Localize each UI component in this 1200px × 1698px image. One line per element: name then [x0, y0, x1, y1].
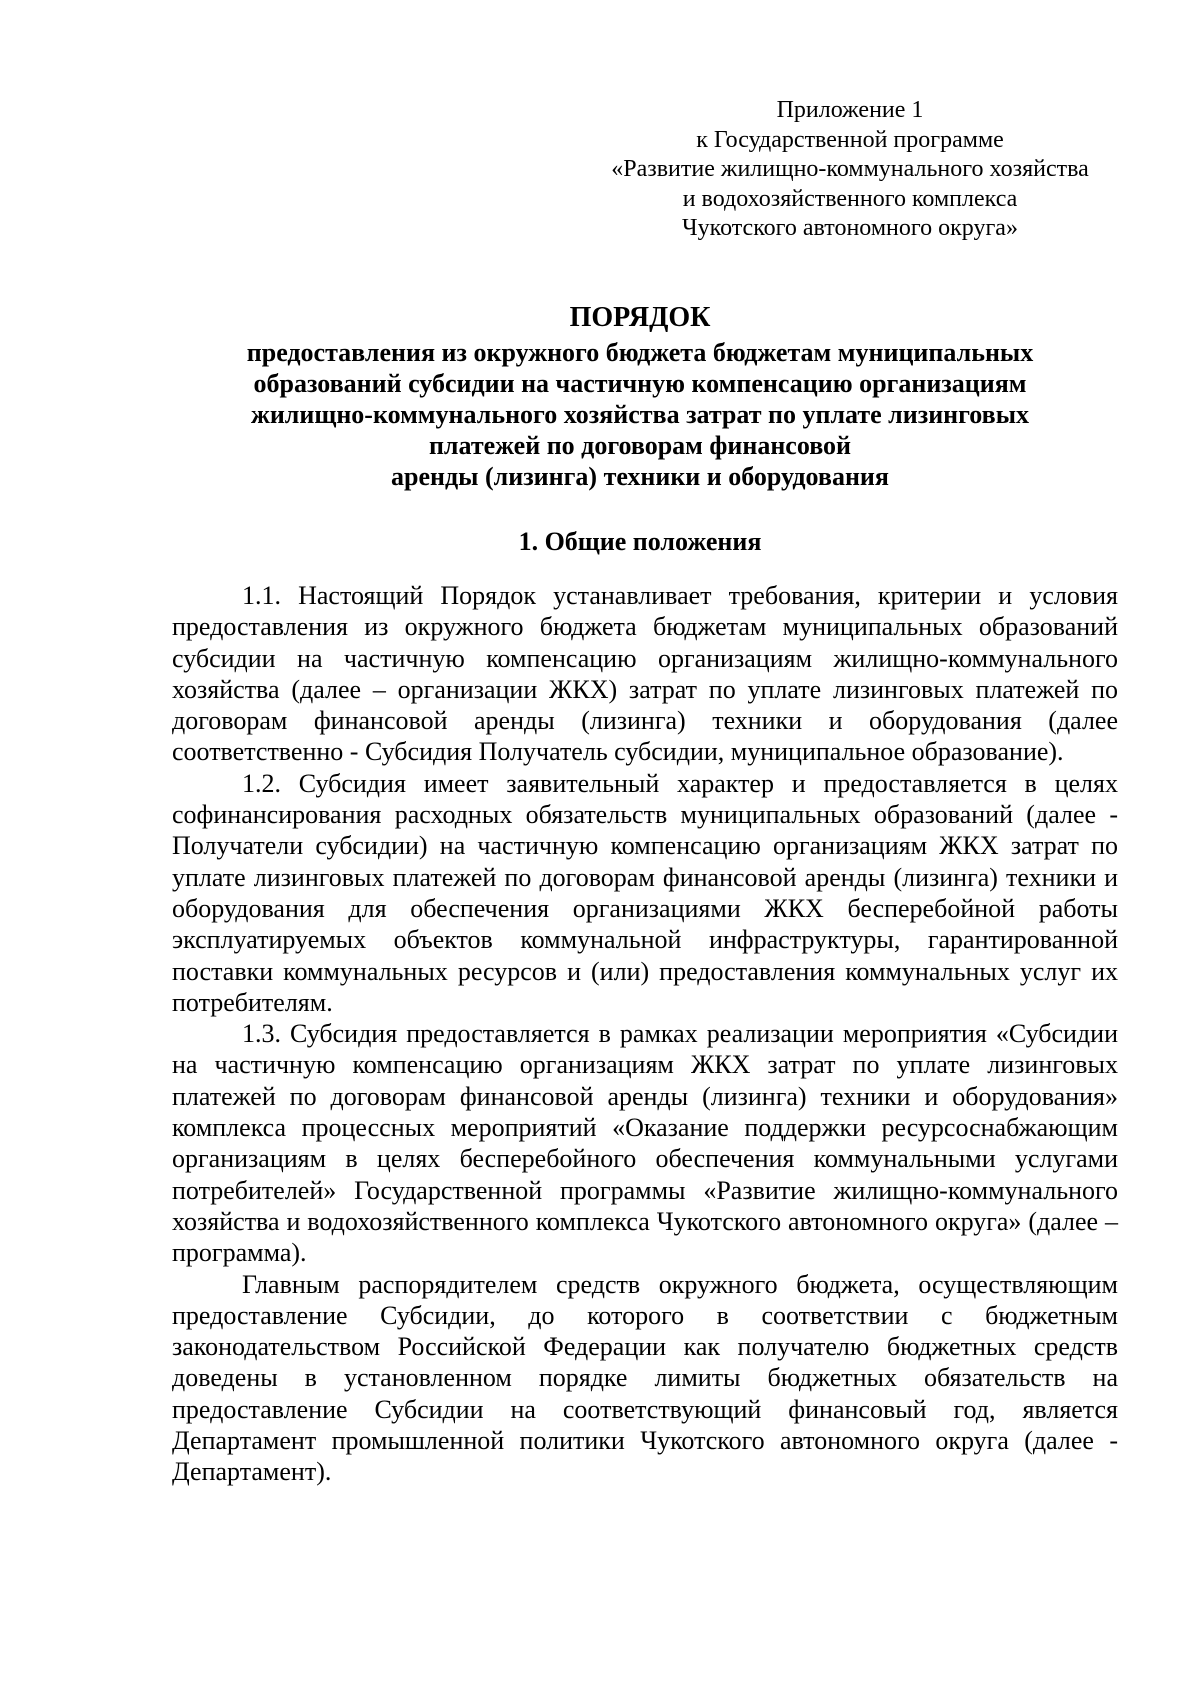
document-body — [172, 580, 1118, 1488]
title-subtitle-line: платежей по договорам финансовой — [428, 431, 852, 460]
appendix-line: Приложение 1 — [776, 97, 924, 123]
title-subtitle-line: образований субсидии на частичную компенсацию организациям — [253, 369, 1027, 398]
title-subtitle-line: жилищно-коммунального хозяйства затрат по уплате лизинговых — [250, 400, 1030, 429]
title-subtitle-line: аренды (лизинга) техники и оборудования — [391, 462, 889, 491]
appendix-line: и водохозяйственного комплекса — [682, 185, 1018, 212]
appendix-header — [590, 96, 1110, 244]
document-title — [160, 302, 1120, 492]
section-heading: 1. Общие положения — [518, 527, 762, 556]
paragraph-1-3: 1.3. Субсидия предоставляется в рамках реализации мероприятия «Субсидии на частичную компенсацию организациям ЖКХ затрат по уплате лизинговых платежей по договорам финансовой аренды (лизинга) техники и оборудования» комплекса процессных мероприятий «Оказание поддержки ресурсоснабжающим организациям в целях бесперебойного обеспечения коммунальными услугами потребителей» Государственной программы «Развитие жилищно-коммунального хозяйства и водохозяйственного комплекса Чукотского автономного округа» (далее – программа). — [172, 1019, 1118, 1268]
title-main: ПОРЯДОК — [569, 302, 711, 333]
paragraph-main-administrator: Главным распорядителем средств окружного бюджета, осуществляющим предоставление Субсидии, до которого в соответствии с бюджетным законодательством Российской Федерации как получателю бюджетных средств доведены в установленном порядке лимиты бюджетных обязательств на предоставление Субсидии на соответствующий финансовый год, является Департамент промышленной политики Чукотского автономного округа (далее - Департамент). — [172, 1269, 1118, 1487]
appendix-line: Чукотского автономного округа» — [682, 215, 1018, 241]
appendix-line: к Государственной программе — [696, 126, 1004, 153]
paragraph-1-1: 1.1. Настоящий Порядок устанавливает требования, критерии и условия предоставления из окружного бюджета бюджетам муниципальных образований субсидии на частичную компенсацию организациям жилищно-коммунального хозяйства (далее – организации ЖКХ) затрат по уплате лизинговых платежей по договорам финансовой аренды (лизинга) техники и оборудования (далее соответственно - Субсидия Получатель субсидии, муниципальное образование). — [172, 581, 1118, 767]
paragraph-1-2: 1.2. Субсидия имеет заявительный характер и предоставляется в целях софинансирования расходных обязательств муниципальных образований (далее - Получатели субсидии) на частичную компенсацию организациям ЖКХ затрат по уплате лизинговых платежей по договорам финансовой аренды (лизинга) техники и оборудования для обеспечения организациями ЖКХ бесперебойной работы эксплуатируемых объектов коммунальной инфраструктуры, гарантированной поставки коммунальных ресурсов и (или) предоставления коммунальных услуг их потребителям. — [172, 768, 1118, 1017]
title-subtitle-line: предоставления из окружного бюджета бюджетам муниципальных — [246, 338, 1034, 367]
appendix-line: «Развитие жилищно-коммунального хозяйства — [611, 156, 1089, 182]
